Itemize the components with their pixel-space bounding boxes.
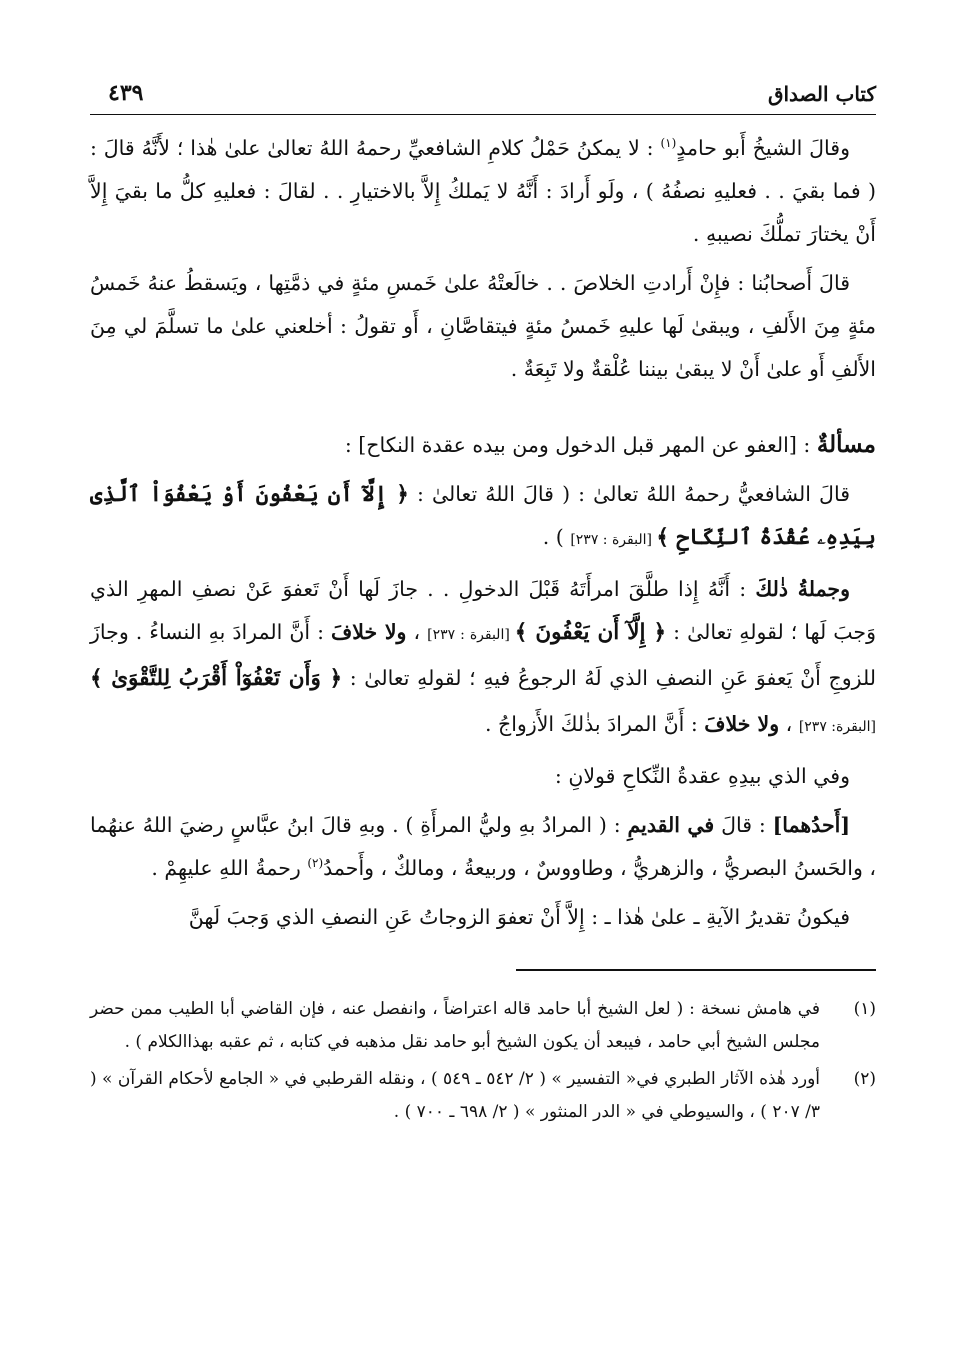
paragraph-text: ) . <box>542 525 571 549</box>
footnote-item <box>90 1063 876 1129</box>
paragraph-text: وقالَ الشيخُ أَبو حامدٍ <box>676 136 850 160</box>
paragraph-lead: [أَحدُهما] <box>772 813 851 837</box>
paragraph-first-opinion <box>90 804 876 890</box>
masala-title: : [العفو عن المهر قبل الدخول ومن بيده عقدة النكاح] : <box>344 433 817 457</box>
quran-verse: ﴿ إِلَّآ أَن يَعْفُونَ أَوْ يَعْفُوَاْ ٱلَّذِى بِيَدِهِۦ عُقْدَةُ ٱلنِّكَاحِ ﴾ <box>90 482 876 550</box>
paragraph-lead: وجملةُ ذٰلكَ <box>755 577 850 601</box>
paragraph-text: : لا يمكنُ حَمْلُ كلامِ الشافعيِّ رحمهُ اللهُ تعالىٰ علىٰ هٰذا ؛ لأَنَّهُ قالَ : ( فما بقيَ . . فعليهِ نصفُهُ ) ، ولَو أَرادَ : أَنَّهُ لا يَملكُ إِلاَّ بالاختيارِ . . لقالَ : فعليهِ كلُّ ما بقيَ إِلاَّ أَنْ يختارَ تملُّكَ نصيبهِ . <box>90 136 876 246</box>
paragraph-text: قالَ الشافعيُّ رحمهُ اللهُ تعالىٰ : ( قالَ اللهُ تعالىٰ : <box>408 482 850 506</box>
footnote-separator <box>516 969 876 971</box>
old-opinion-label: في القديمِ <box>627 813 715 837</box>
footnote-ref-1[interactable]: (١) <box>660 136 677 151</box>
masala-heading <box>90 423 876 467</box>
verse-reference: [البقرة : ٢٣٧] <box>570 532 657 548</box>
footnote-ref-2[interactable]: (٢) <box>307 856 324 871</box>
paragraph-ashabuna: قالَ أَصحابُنا : فإِنْ أَرادتِ الخلاصَ . . خالَعتْهُ علىٰ خَمسِ مئةٍ في ذمَّتِها ، ويَسقطُ عنهُ خَمسُ مئةٍ مِنَ الأَلفِ ، ويبقىٰ لَها عليهِ خَمسُ مئةٍ فيتقاصَّانِ ، أَو تقولُ : أخلعني علىٰ ما تسلَّمَ لي مِنَ الأَلفِ أَو علىٰ أَنْ لا يبقىٰ بيننا عُلْقةٌ ولا تَبِعَةٌ . <box>90 271 876 381</box>
paragraph-two-opinions: وفي الذي بيدِهِ عقدةُ النِّكاحِ قولانِ : <box>554 764 850 788</box>
paragraph-jumla <box>90 568 876 749</box>
paragraph-shafii-quote <box>90 473 876 562</box>
book-page <box>90 70 876 1133</box>
footnote-item <box>90 993 876 1059</box>
masala-label: مسألةٌ <box>816 431 876 458</box>
verse-reference: [البقرة : ٢٣٧] <box>427 627 515 643</box>
running-title: كتاب الصداق <box>767 82 876 106</box>
quran-verse: ﴿ وَأَن تَعْفُوٓاْ أَقْرَبُ لِلتَّقْوَىٰ ﴾ <box>90 666 343 691</box>
paragraph-text: رحمةُ اللهِ عليهِمْ . <box>151 856 308 880</box>
verse-reference: [البقرة: ٢٣٧] <box>798 719 876 735</box>
paragraph-text: : ( المرادُ بهِ وليُّ المرأَةِ ) . وبهِ قالَ ابنُ عبَّاسٍ رضيَ اللهُ عنهُما ، والحَسنُ البصريُّ ، والزهريُّ ، وطاووسٌ ، وربيعةُ ، ومالكٌ ، وأَحمدُ <box>90 813 876 880</box>
paragraph-text: : أَنَّ المرادَ بهِ النساءُ . وجازَ للزوجِ أَنْ يَعفوَ عَنِ النصفِ الذي لَهُ الرجوعُ فيهِ ؛ لقولهِ تعالىٰ : <box>90 620 876 690</box>
paragraph-text: ، <box>406 620 428 644</box>
footnote-number: (١) <box>853 998 876 1019</box>
paragraph-interpretation: فيكونُ تقديرُ الآيةِ ـ علىٰ هٰذا ـ : إِلاَّ أَنْ تعفوَ الزوجاتُ عَنِ النصفِ الذي وَجبَ لَهنَّ <box>188 905 850 929</box>
paragraph-text: : أَنَّهُ إِذا طلَّقَ امرأَتَهُ قَبْلَ الدخولِ . . جازَ لَها أَنْ تَعفوَ عَنْ نصفِ المهرِ الذي وَجبَ لَها ؛ لقولهِ تعالىٰ : <box>90 577 876 644</box>
footnote-text: في هامش نسخة : ( لعل الشيخ أبا حامد قاله اعتراضاً ، وانفصل عنه ، فإن القاضي أبا الطيب ممن حضر مجلس الشيخ أبي حامد ، فيبعد أن يكون الشيخ أبو حامد نقل مذهبه في كتابه ، ثم عقبه بهذاالكلام ) . <box>90 998 820 1052</box>
footnote-number: (٢) <box>853 1068 876 1089</box>
footnote-text: أورد هٰذه الآثار الطبري في« التفسير » ( ٢/ ٥٤٢ ـ ٥٤٩ ) ، ونقله القرطبي في « الجامع لأحكام القرآن » ( ٣/ ٢٠٧ ) ، والسيوطي في « الدر المنثور » ( ٢/ ٦٩٨ ـ ٧٠٠ ) . <box>90 1068 821 1122</box>
page-header <box>90 70 876 115</box>
no-dispute-label: ولا خلافَ <box>704 712 780 736</box>
paragraph-text: ، <box>779 712 799 736</box>
paragraph-text: : قالَ <box>714 813 773 837</box>
page-number: ٤٣٩ <box>108 80 144 106</box>
quran-verse: ﴿ إِلَّآ أَن يَعْفُونَ ﴾ <box>514 620 667 645</box>
paragraph-text: : أَنَّ المرادَ بذٰلكَ الأَزواجُ . <box>484 712 705 736</box>
main-text <box>90 127 876 939</box>
paragraph-abu-hamid <box>90 127 876 256</box>
footnotes <box>90 993 876 1129</box>
no-dispute-label: ولا خلافَ <box>331 620 407 644</box>
